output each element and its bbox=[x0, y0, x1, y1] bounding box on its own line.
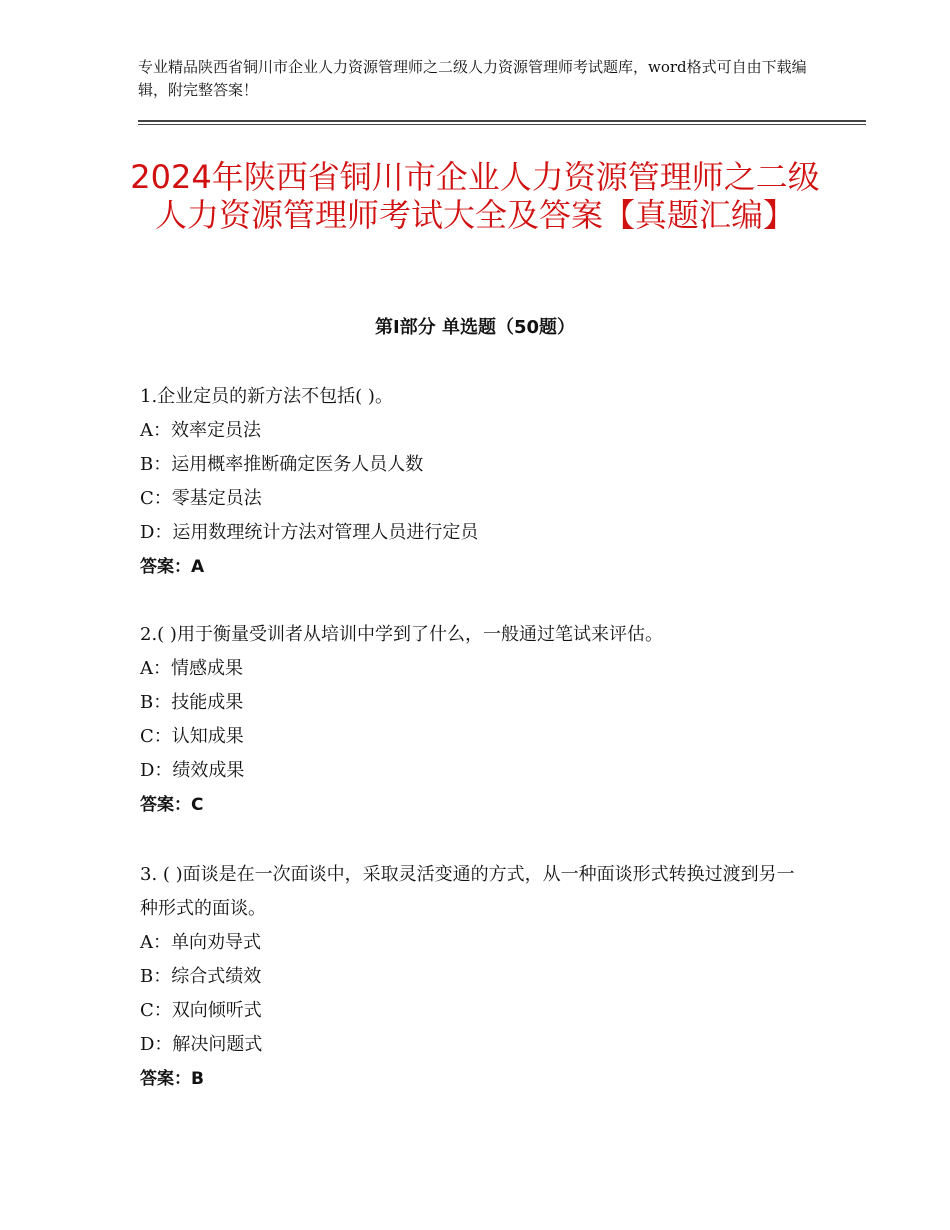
question-text: 1.企业定员的新方法不包括( )。 bbox=[140, 386, 393, 407]
option-d: D：解决问题式 bbox=[140, 1034, 263, 1055]
answer: 答案：C bbox=[140, 795, 204, 815]
option-c: C：认知成果 bbox=[140, 726, 244, 747]
answer: 答案：B bbox=[140, 1069, 204, 1089]
option-a: A：效率定员法 bbox=[140, 420, 261, 441]
question-text: 3. ( )面谈是在一次面谈中，采取灵活变通的方式，从一种面谈形式转换过渡到另一种形式的面谈。 bbox=[140, 864, 795, 919]
question-text: 2.( )用于衡量受训者从培训中学到了什么，一般通过笔试来评估。 bbox=[140, 624, 663, 645]
option-c: C：双向倾听式 bbox=[140, 1000, 262, 1021]
answer: 答案：A bbox=[140, 557, 205, 577]
question-3 bbox=[140, 858, 800, 1096]
question-2 bbox=[140, 618, 820, 822]
document-title: 2024年陕西省铜川市企业人力资源管理师之二级人力资源管理师考试大全及答案【真题汇编】 bbox=[130, 158, 820, 234]
option-a: A：单向劝导式 bbox=[140, 932, 261, 953]
section-heading: 第Ⅰ部分 单选题（50题） bbox=[374, 317, 575, 338]
option-b: B：运用概率推断确定医务人员人数 bbox=[140, 454, 424, 475]
option-b: B：综合式绩效 bbox=[140, 966, 262, 987]
option-c: C：零基定员法 bbox=[140, 488, 262, 509]
option-d: D：运用数理统计方法对管理人员进行定员 bbox=[140, 522, 479, 543]
option-d: D：绩效成果 bbox=[140, 760, 245, 781]
option-a: A：情感成果 bbox=[140, 658, 243, 679]
header-divider bbox=[138, 120, 866, 125]
question-1 bbox=[140, 380, 820, 584]
option-b: B：技能成果 bbox=[140, 692, 244, 713]
header-note: 专业精品陕西省铜川市企业人力资源管理师之二级人力资源管理师考试题库，word格式可自由下载编辑，附完整答案！ bbox=[138, 58, 807, 99]
